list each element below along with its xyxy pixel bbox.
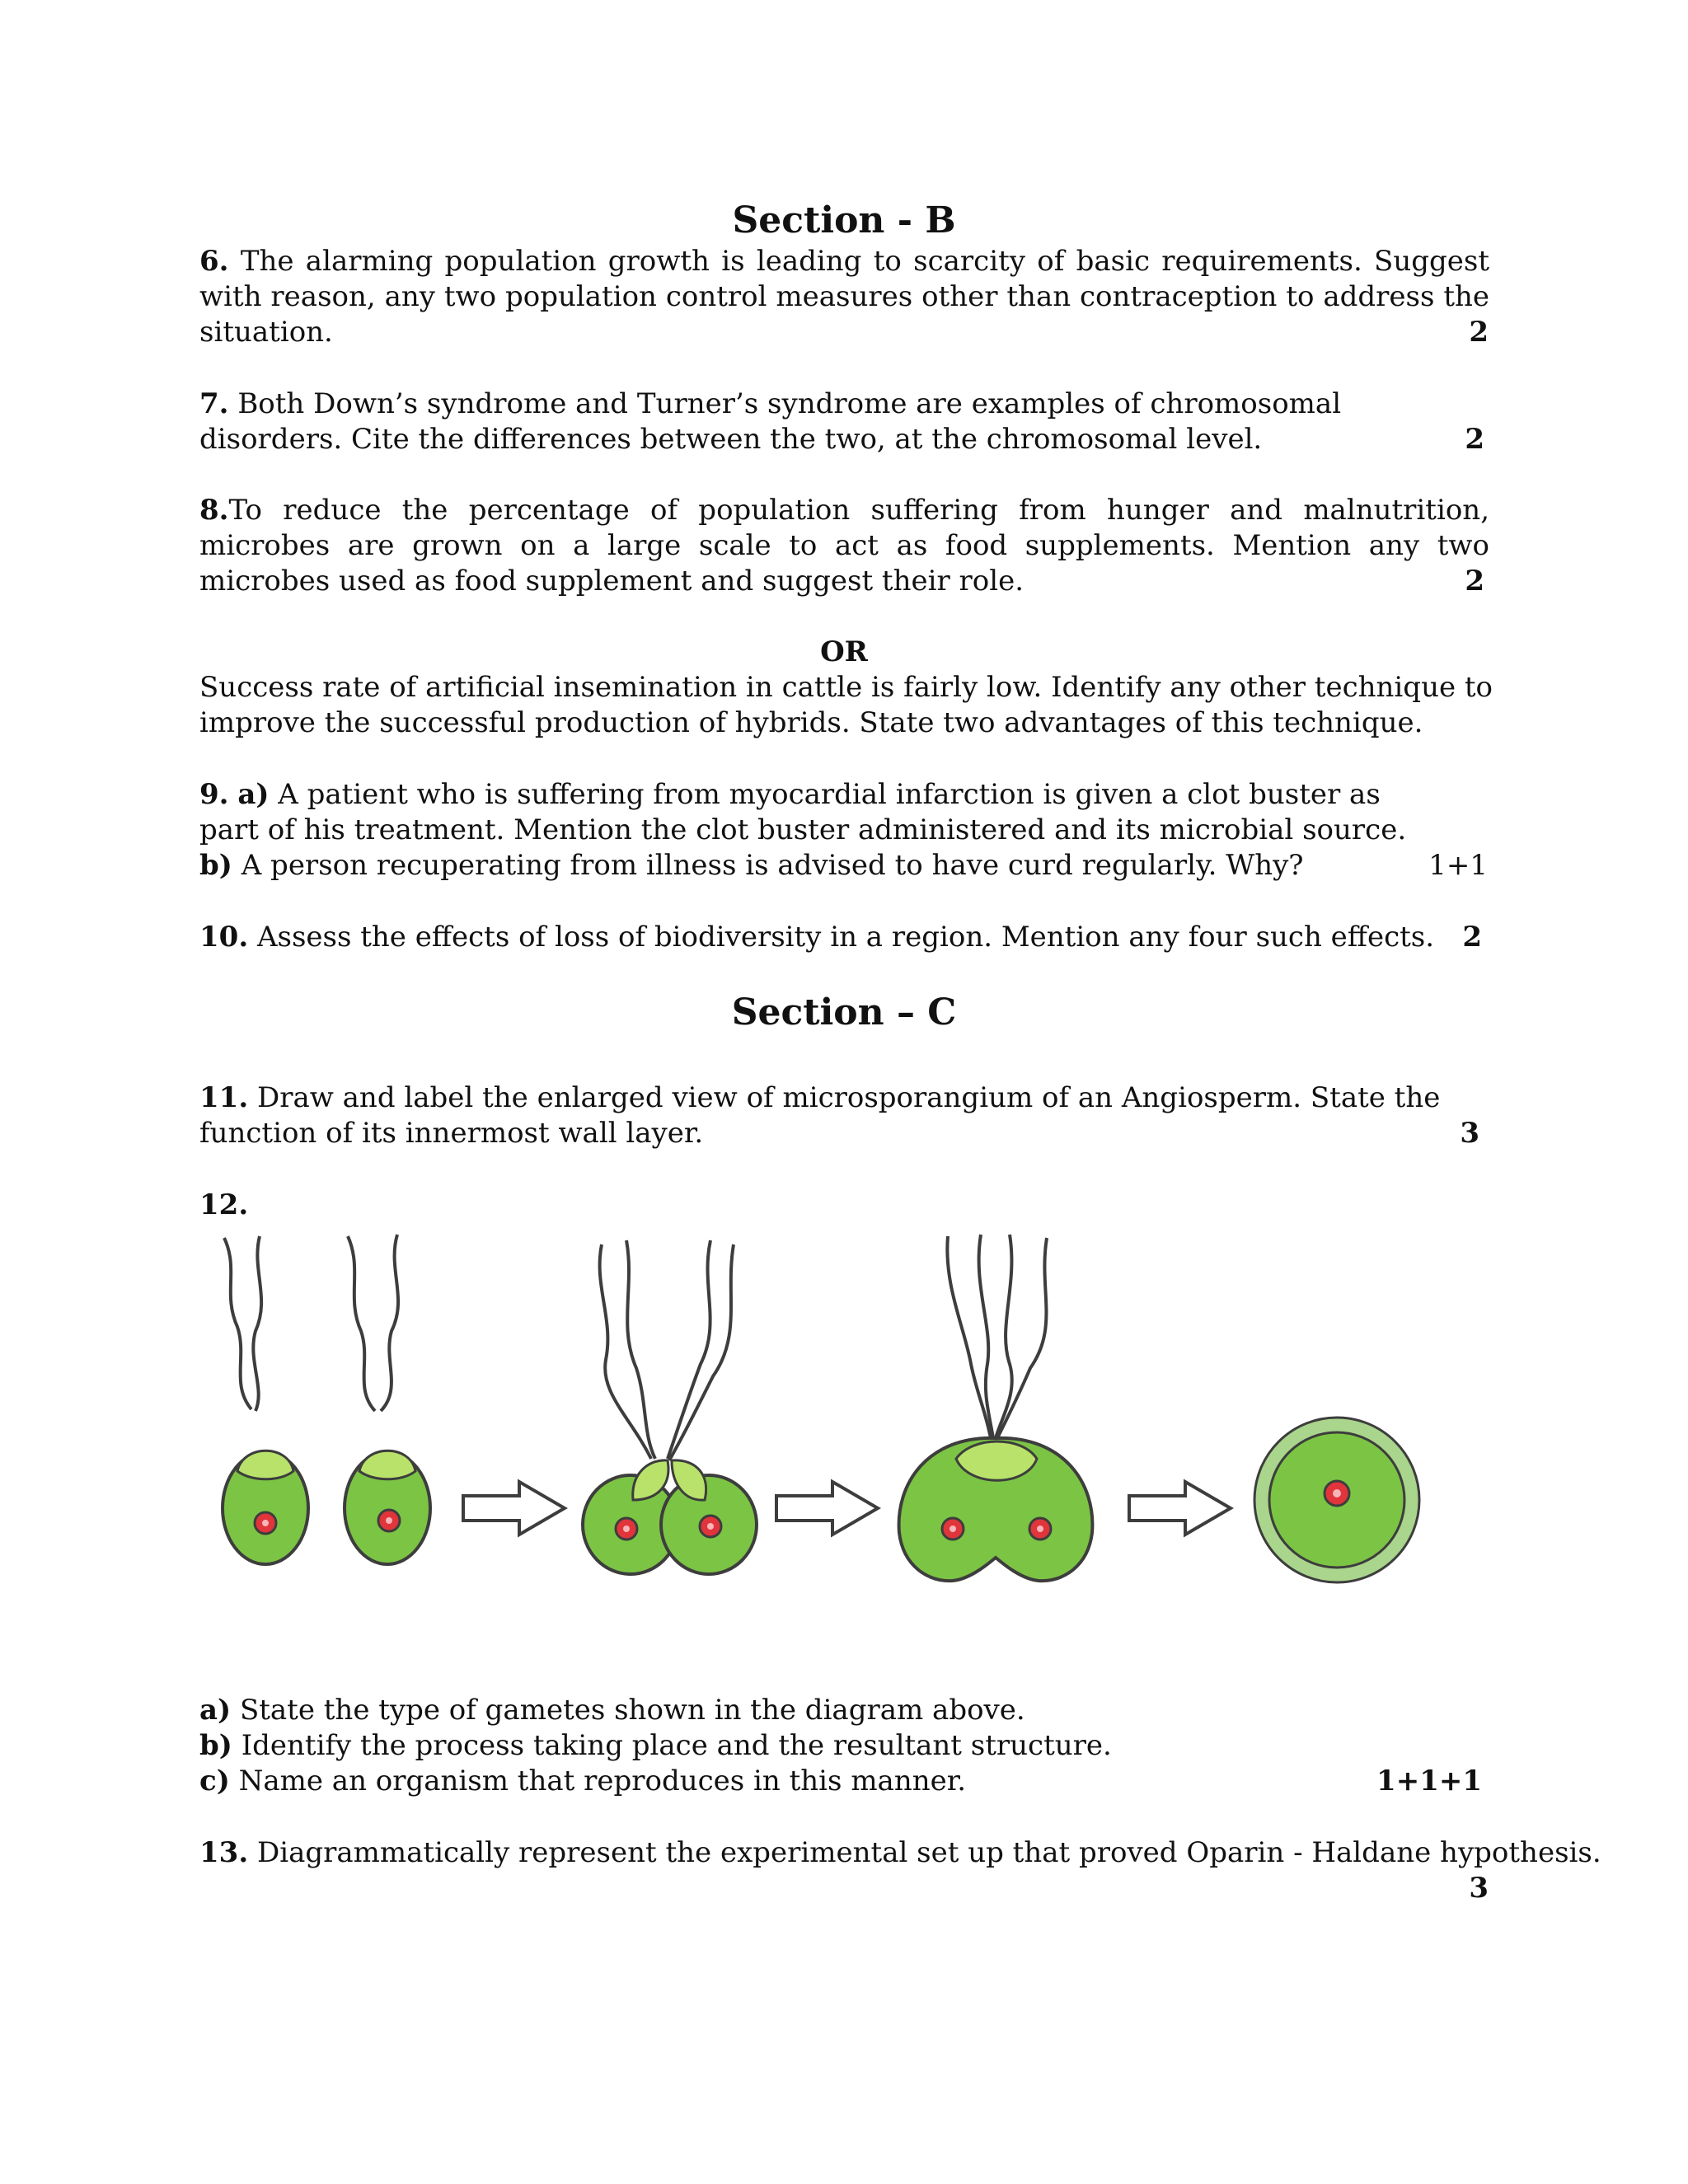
question-7-marks: 2	[1465, 423, 1484, 456]
section-b-heading: Section - B	[732, 199, 956, 241]
gamete-fusion-diagram	[206, 1220, 1459, 1591]
question-12b-text: Identify the process taking place and the resultant structure.	[241, 1729, 1112, 1762]
or-label: OR	[820, 635, 868, 668]
question-12a-label: a)	[199, 1694, 232, 1727]
question-9a-text: A patient who is suffering from myocardial infarction is given a clot buster as part of his treatment. Mention the clot buster administered and its microbial source.	[199, 778, 1407, 846]
question-10-number: 10.	[199, 921, 249, 954]
question-12c-label: c)	[199, 1765, 230, 1797]
question-8-text: To reduce the percentage of population suffering from hunger and malnutrition, microbes are grown on a large scale to act as food supplements. Mention any two microbes used as food supplement and suggest their role.	[199, 494, 1489, 598]
question-10	[199, 920, 1434, 955]
question-7-text: Both Down’s syndrome and Turner’s syndrome are examples of chromosomal disorders. Cite the differences between the two, at the chromosomal level.	[199, 387, 1342, 456]
gamete-right	[345, 1235, 430, 1564]
fusing-gametes	[583, 1240, 757, 1574]
question-9b-text: A person recuperating from illness is advised to have curd regularly. Why?	[241, 849, 1304, 882]
question-11-text: Draw and label the enlarged view of microsporangium of an Angiosperm. State the function of its innermost wall layer.	[199, 1081, 1441, 1150]
question-9b	[199, 848, 1304, 883]
question-6	[199, 244, 1489, 350]
gamete-left	[223, 1236, 308, 1564]
question-11-marks: 3	[1460, 1117, 1479, 1150]
question-9-number: 9.	[199, 778, 229, 811]
question-6-number: 6.	[199, 245, 229, 278]
question-8-marks: 2	[1465, 565, 1484, 598]
question-12c	[199, 1764, 966, 1799]
question-10-marks: 2	[1462, 921, 1482, 954]
question-6-marks: 2	[1469, 316, 1489, 349]
question-12-number: 12.	[199, 1188, 249, 1221]
arrow-1	[463, 1482, 565, 1535]
question-8	[199, 493, 1489, 599]
question-12b	[199, 1728, 1112, 1764]
question-13-text: Diagrammatically represent the experimental set up that proved Oparin - Haldane hypothesis.	[256, 1836, 1601, 1869]
question-13-number: 13.	[199, 1836, 249, 1869]
question-8-number: 8.	[199, 494, 229, 527]
question-9a-label: a)	[237, 778, 270, 811]
question-10-text: Assess the effects of loss of biodiversity in a region. Mention any four such effects.	[256, 921, 1435, 954]
question-7-number: 7.	[199, 387, 229, 420]
arrow-3	[1129, 1482, 1231, 1535]
question-11	[199, 1080, 1469, 1151]
question-12a	[199, 1693, 1025, 1728]
zygote	[1254, 1418, 1419, 1582]
question-8-alternative: Success rate of artificial insemination in cattle is fairly low. Identify any other technique to improve the successful production of hybrids. State two advantages of this technique.	[199, 671, 1493, 739]
question-9b-label: b)	[199, 849, 232, 882]
question-12a-text: State the type of gametes shown in the diagram above.	[239, 1694, 1025, 1727]
question-9-marks: 1+1	[1428, 849, 1488, 882]
question-12c-text: Name an organism that reproduces in this manner.	[238, 1765, 967, 1797]
question-11-number: 11.	[199, 1081, 249, 1114]
question-13	[199, 1835, 1601, 1871]
question-12-marks: 1+1+1	[1376, 1765, 1482, 1797]
question-13-marks: 3	[1469, 1872, 1489, 1905]
section-c-heading: Section – C	[731, 991, 957, 1033]
fused-cell	[899, 1235, 1093, 1581]
question-12b-label: b)	[199, 1729, 232, 1762]
question-9a	[199, 777, 1436, 848]
question-6-text: The alarming population growth is leading to scarcity of basic requirements. Suggest with reason, any two population control measures other than contraception to address the situation.	[199, 245, 1490, 349]
question-7	[199, 387, 1469, 457]
arrow-2	[776, 1482, 878, 1535]
